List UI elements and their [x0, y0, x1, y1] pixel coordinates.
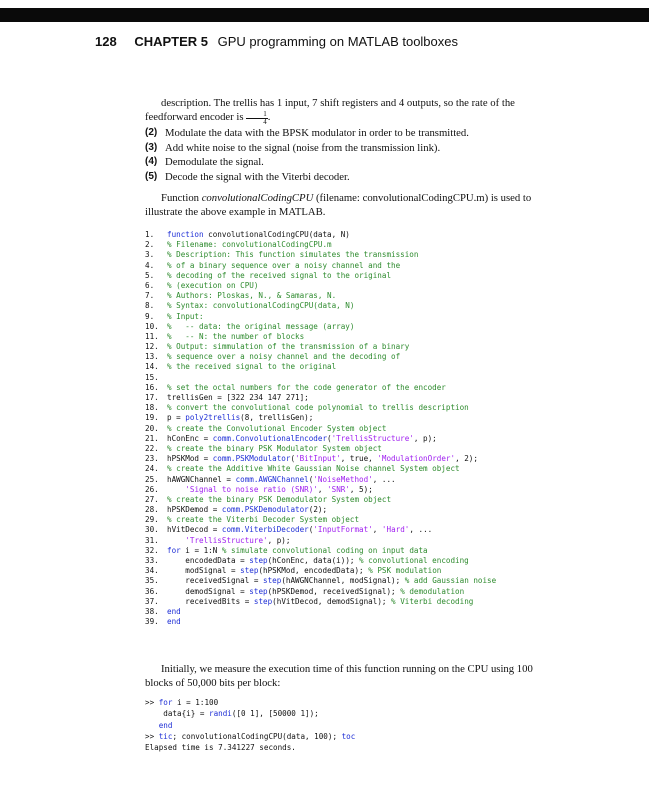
- code-token: i = 1:N: [185, 545, 222, 555]
- code-token: (hAWGNChannel, modSignal);: [281, 576, 405, 586]
- line-number: 13.: [145, 352, 159, 362]
- code-line: [145, 383, 565, 393]
- code-token: comm.PSKModulator: [212, 454, 291, 464]
- code-token: % the received signal to the original: [167, 362, 337, 372]
- line-number: 10.: [145, 321, 159, 331]
- code-line: [145, 525, 565, 535]
- line-number: 9.: [145, 311, 155, 321]
- code-token: % Description: This function simulates the transmission: [167, 250, 419, 260]
- code-token: step: [249, 586, 268, 596]
- code-token: (8, trellisGen);: [240, 413, 314, 423]
- chapter-title: GPU programming on MATLAB toolboxes: [217, 34, 459, 49]
- code-line: [145, 424, 565, 434]
- code-token: comm.PSKDemodulator: [221, 505, 309, 515]
- code-token: tic: [158, 731, 173, 741]
- code-token: hAWGNChannel =: [167, 474, 236, 484]
- code-token: (: [327, 433, 332, 443]
- code-token: 'TrellisStructure': [185, 535, 268, 545]
- line-number: 20.: [145, 423, 159, 433]
- code-line: [145, 250, 565, 260]
- line-number: 1.: [145, 230, 155, 239]
- code-token: demodSignal =: [167, 586, 250, 596]
- line-number: 30.: [145, 525, 159, 535]
- terminal-line: [145, 697, 355, 708]
- function-paragraph: Function convolutionalCodingCPU (filename: convolutionalCodingCPU.m) is used to illustrate the above example in MATLAB.: [145, 192, 532, 218]
- code-token: (: [290, 454, 296, 464]
- code-token: % create the Viterbi Decoder System object: [167, 515, 360, 525]
- line-number: 12.: [145, 342, 159, 352]
- code-line: [145, 546, 565, 556]
- code-token: % Filename: convolutionalCodingCPU.m: [167, 240, 332, 250]
- code-token: , ...: [372, 474, 396, 484]
- code-token: end: [167, 606, 181, 616]
- code-token: function: [167, 230, 209, 239]
- code-line: [145, 312, 565, 322]
- top-rule: [0, 8, 649, 22]
- line-number: 2.: [145, 240, 155, 250]
- line-number: 27.: [145, 494, 159, 504]
- code-token: comm.ConvolutionalEncoder: [212, 433, 328, 443]
- code-line: [145, 403, 565, 413]
- line-number: 23.: [145, 454, 159, 464]
- code-token: % set the octal numbers for the code generator of the encoder: [167, 382, 446, 392]
- code-listing: [145, 230, 565, 627]
- code-line: [145, 597, 565, 607]
- code-token: % Input:: [167, 311, 204, 321]
- rate-fraction: $\frac{1}{4}$: [246, 111, 268, 126]
- line-number: 18.: [145, 403, 159, 413]
- running-header: [95, 34, 458, 52]
- line-number: 11.: [145, 331, 159, 341]
- terminal-listing: [145, 697, 355, 753]
- code-line: [145, 352, 565, 362]
- line-number: 4.: [145, 260, 155, 270]
- line-number: 17.: [145, 393, 159, 402]
- code-token: comm.AWGNChannel: [235, 474, 309, 484]
- code-token: % create the binary PSK Modulator System object: [167, 443, 382, 453]
- line-number: 26.: [145, 484, 159, 494]
- code-line: [145, 505, 565, 515]
- code-token: toc: [341, 731, 356, 741]
- code-token: modSignal =: [167, 566, 241, 576]
- code-token: [145, 721, 159, 730]
- code-token: , p);: [413, 433, 437, 443]
- code-token: 'NoiseMethod': [313, 474, 373, 484]
- code-token: ,: [372, 525, 382, 535]
- code-line: [145, 536, 565, 546]
- code-line: [145, 444, 565, 454]
- code-token: % Syntax: convolutionalCodingCPU(data, N): [167, 301, 355, 311]
- code-token: hVitDecod =: [167, 525, 222, 535]
- code-token: step: [253, 596, 273, 606]
- code-line: [145, 495, 565, 505]
- code-line: [145, 485, 565, 495]
- code-token: convolutionalCodingCPU(data, N): [208, 230, 350, 239]
- code-line: [145, 322, 565, 332]
- line-number: 32.: [145, 545, 159, 555]
- code-token: trellisGen = [322 234 147 271];: [167, 393, 309, 402]
- code-line: [145, 566, 565, 576]
- code-token: , 5);: [349, 484, 373, 494]
- code-token: receivedSignal =: [167, 576, 264, 586]
- code-token: hPSKDemod =: [167, 505, 222, 515]
- code-token: % create the binary PSK Demodulator System object: [167, 494, 392, 504]
- code-token: (2);: [308, 505, 328, 515]
- code-token: 'Hard': [381, 525, 410, 535]
- line-number: 8.: [145, 301, 155, 311]
- terminal-line: [145, 742, 355, 753]
- code-line: [145, 617, 565, 627]
- code-line: [145, 413, 565, 423]
- code-token: % convolutional encoding: [359, 556, 469, 565]
- code-token: % Authors: Ploskas, N., & Samaras, N.: [167, 291, 337, 301]
- line-number: 29.: [145, 515, 159, 525]
- code-token: (hPSKDemod, receivedSignal);: [267, 586, 401, 596]
- chapter-label: CHAPTER 5: [134, 34, 209, 49]
- line-number: 15.: [145, 372, 159, 382]
- code-token: % of a binary sequence over a noisy channel and the: [167, 260, 401, 270]
- code-line: [145, 475, 565, 485]
- code-token: % convert the convolutional code polynomial to trellis description: [167, 403, 469, 413]
- code-line: [145, 261, 565, 271]
- terminal-line: [145, 731, 355, 742]
- code-token: ,: [317, 484, 328, 494]
- code-line: [145, 362, 565, 372]
- code-token: , true,: [340, 454, 378, 464]
- code-token: % -- N: the number of blocks: [167, 331, 305, 341]
- line-number: 14.: [145, 362, 159, 372]
- code-token: % Viterbi decoding: [391, 596, 474, 606]
- code-token: 'TrellisStructure': [331, 433, 414, 443]
- code-token: % Output: simmulation of the transmission of a binary: [167, 342, 410, 352]
- code-line: [145, 291, 565, 301]
- code-token: 'InputFormat': [313, 525, 373, 535]
- line-number: 33.: [145, 556, 159, 565]
- code-token: % -- data: the original message (array): [167, 321, 355, 331]
- code-token: , ...: [409, 525, 433, 535]
- code-token: , p);: [267, 535, 291, 545]
- terminal-line: [145, 720, 355, 731]
- code-token: 'ModulationOrder': [377, 454, 456, 464]
- code-token: % PSK modulation: [368, 566, 442, 576]
- code-line: [145, 271, 565, 281]
- code-token: [167, 485, 185, 494]
- code-token: i = 1:100: [177, 698, 219, 707]
- code-token: [167, 536, 185, 545]
- line-number: 22.: [145, 443, 159, 453]
- code-token: end: [167, 617, 181, 627]
- code-token: randi: [209, 709, 232, 719]
- line-number: 36.: [145, 586, 159, 596]
- code-line: [145, 373, 565, 383]
- code-token: end: [158, 720, 173, 730]
- code-token: step: [263, 576, 282, 586]
- code-token: (: [308, 525, 314, 535]
- list-item: (5) Decode the signal with the Viterbi decoder.: [145, 170, 350, 183]
- code-line: [145, 587, 565, 597]
- code-token: hPSKMod =: [167, 454, 213, 464]
- line-number: 3.: [145, 250, 155, 260]
- code-token: % (execution on CPU): [167, 280, 259, 290]
- line-number: 31.: [145, 535, 159, 545]
- code-token: >>: [145, 698, 159, 707]
- code-line: [145, 556, 565, 566]
- code-token: for: [167, 545, 186, 555]
- code-token: hConEnc =: [167, 433, 213, 443]
- code-line: [145, 281, 565, 291]
- code-token: comm.ViterbiDecoder: [221, 525, 309, 535]
- line-number: 34.: [145, 566, 159, 576]
- code-line: [145, 393, 565, 403]
- line-number: 39.: [145, 617, 159, 627]
- code-token: step: [249, 556, 268, 565]
- code-line: [145, 464, 565, 474]
- code-token: 'Signal to noise ratio (SNR)': [185, 484, 318, 494]
- intro-paragraph: description. The trellis has 1 input, 7 shift registers and 4 outputs, so the rate of the feedforward encoder is $\frac{1}{4}$ .: [145, 97, 515, 126]
- function-name: convolutionalCodingCPU: [201, 192, 314, 204]
- code-token: receivedBits =: [167, 596, 254, 606]
- code-token: p =: [167, 413, 186, 423]
- line-number: 25.: [145, 474, 159, 484]
- code-token: % demodulation: [400, 586, 465, 596]
- code-token: % simulate convolutional coding on input data: [221, 545, 428, 555]
- page-number: 128: [95, 34, 117, 49]
- code-token: ([0 1], [50000 1]);: [231, 709, 319, 719]
- code-token: (hConEnc, data(i));: [267, 556, 360, 565]
- line-number: 5.: [145, 270, 155, 280]
- code-token: % sequence over a noisy channel and the decoding of: [167, 352, 401, 362]
- line-number: 21.: [145, 433, 159, 443]
- list-item: (3) Add white noise to the signal (noise from the transmission link).: [145, 141, 441, 154]
- code-line: [145, 607, 565, 617]
- code-token: >>: [145, 731, 159, 741]
- code-line: [145, 230, 565, 240]
- code-line: [145, 515, 565, 525]
- line-number: 7.: [145, 291, 155, 301]
- list-item: (4) Demodulate the signal.: [145, 156, 264, 168]
- code-token: for: [158, 698, 178, 707]
- code-line: [145, 576, 565, 586]
- line-number: 35.: [145, 576, 159, 586]
- code-line: [145, 434, 565, 444]
- code-token: % create the Additive White Gaussian Noise channel System object: [167, 464, 460, 474]
- code-line: [145, 342, 565, 352]
- code-token: % decoding of the received signal to the original: [167, 270, 392, 280]
- code-token: poly2trellis: [185, 413, 241, 423]
- line-number: 19.: [145, 413, 159, 423]
- code-line: [145, 301, 565, 311]
- code-token: ; convolutionalCodingCPU(data, 100);: [172, 731, 342, 741]
- code-token: , 2);: [455, 454, 478, 464]
- list-item: (2) Modulate the data with the BPSK modulator in order to be transmitted.: [145, 127, 469, 139]
- code-token: 'BitInput': [295, 454, 341, 464]
- line-number: 28.: [145, 505, 159, 515]
- line-number: 38.: [145, 606, 159, 616]
- code-token: (hPSKMod, encodedData);: [258, 566, 369, 576]
- code-token: encodedData =: [167, 556, 250, 565]
- code-token: step: [240, 566, 259, 576]
- code-line: [145, 454, 565, 464]
- code-token: % create the Convolutional Encoder System object: [167, 423, 387, 433]
- code-line: [145, 332, 565, 342]
- code-line: [145, 240, 565, 250]
- code-token: data{i} =: [145, 709, 210, 719]
- measure-paragraph: Initially, we measure the execution time of this function running on the CPU using 100 blocks of 50,000 bits per block:: [145, 663, 533, 689]
- line-number: 24.: [145, 464, 159, 474]
- code-token: Elapsed time is 7.341227 seconds.: [145, 743, 296, 753]
- code-token: (: [308, 474, 314, 484]
- code-token: (hVitDecod, demodSignal);: [272, 596, 392, 606]
- terminal-line: [145, 708, 355, 719]
- step-list: [145, 126, 565, 184]
- line-number: 6.: [145, 280, 155, 290]
- code-token: % add Gaussian noise: [404, 576, 497, 586]
- line-number: 16.: [145, 382, 159, 392]
- code-token: 'SNR': [327, 484, 350, 494]
- line-number: 37.: [145, 596, 159, 606]
